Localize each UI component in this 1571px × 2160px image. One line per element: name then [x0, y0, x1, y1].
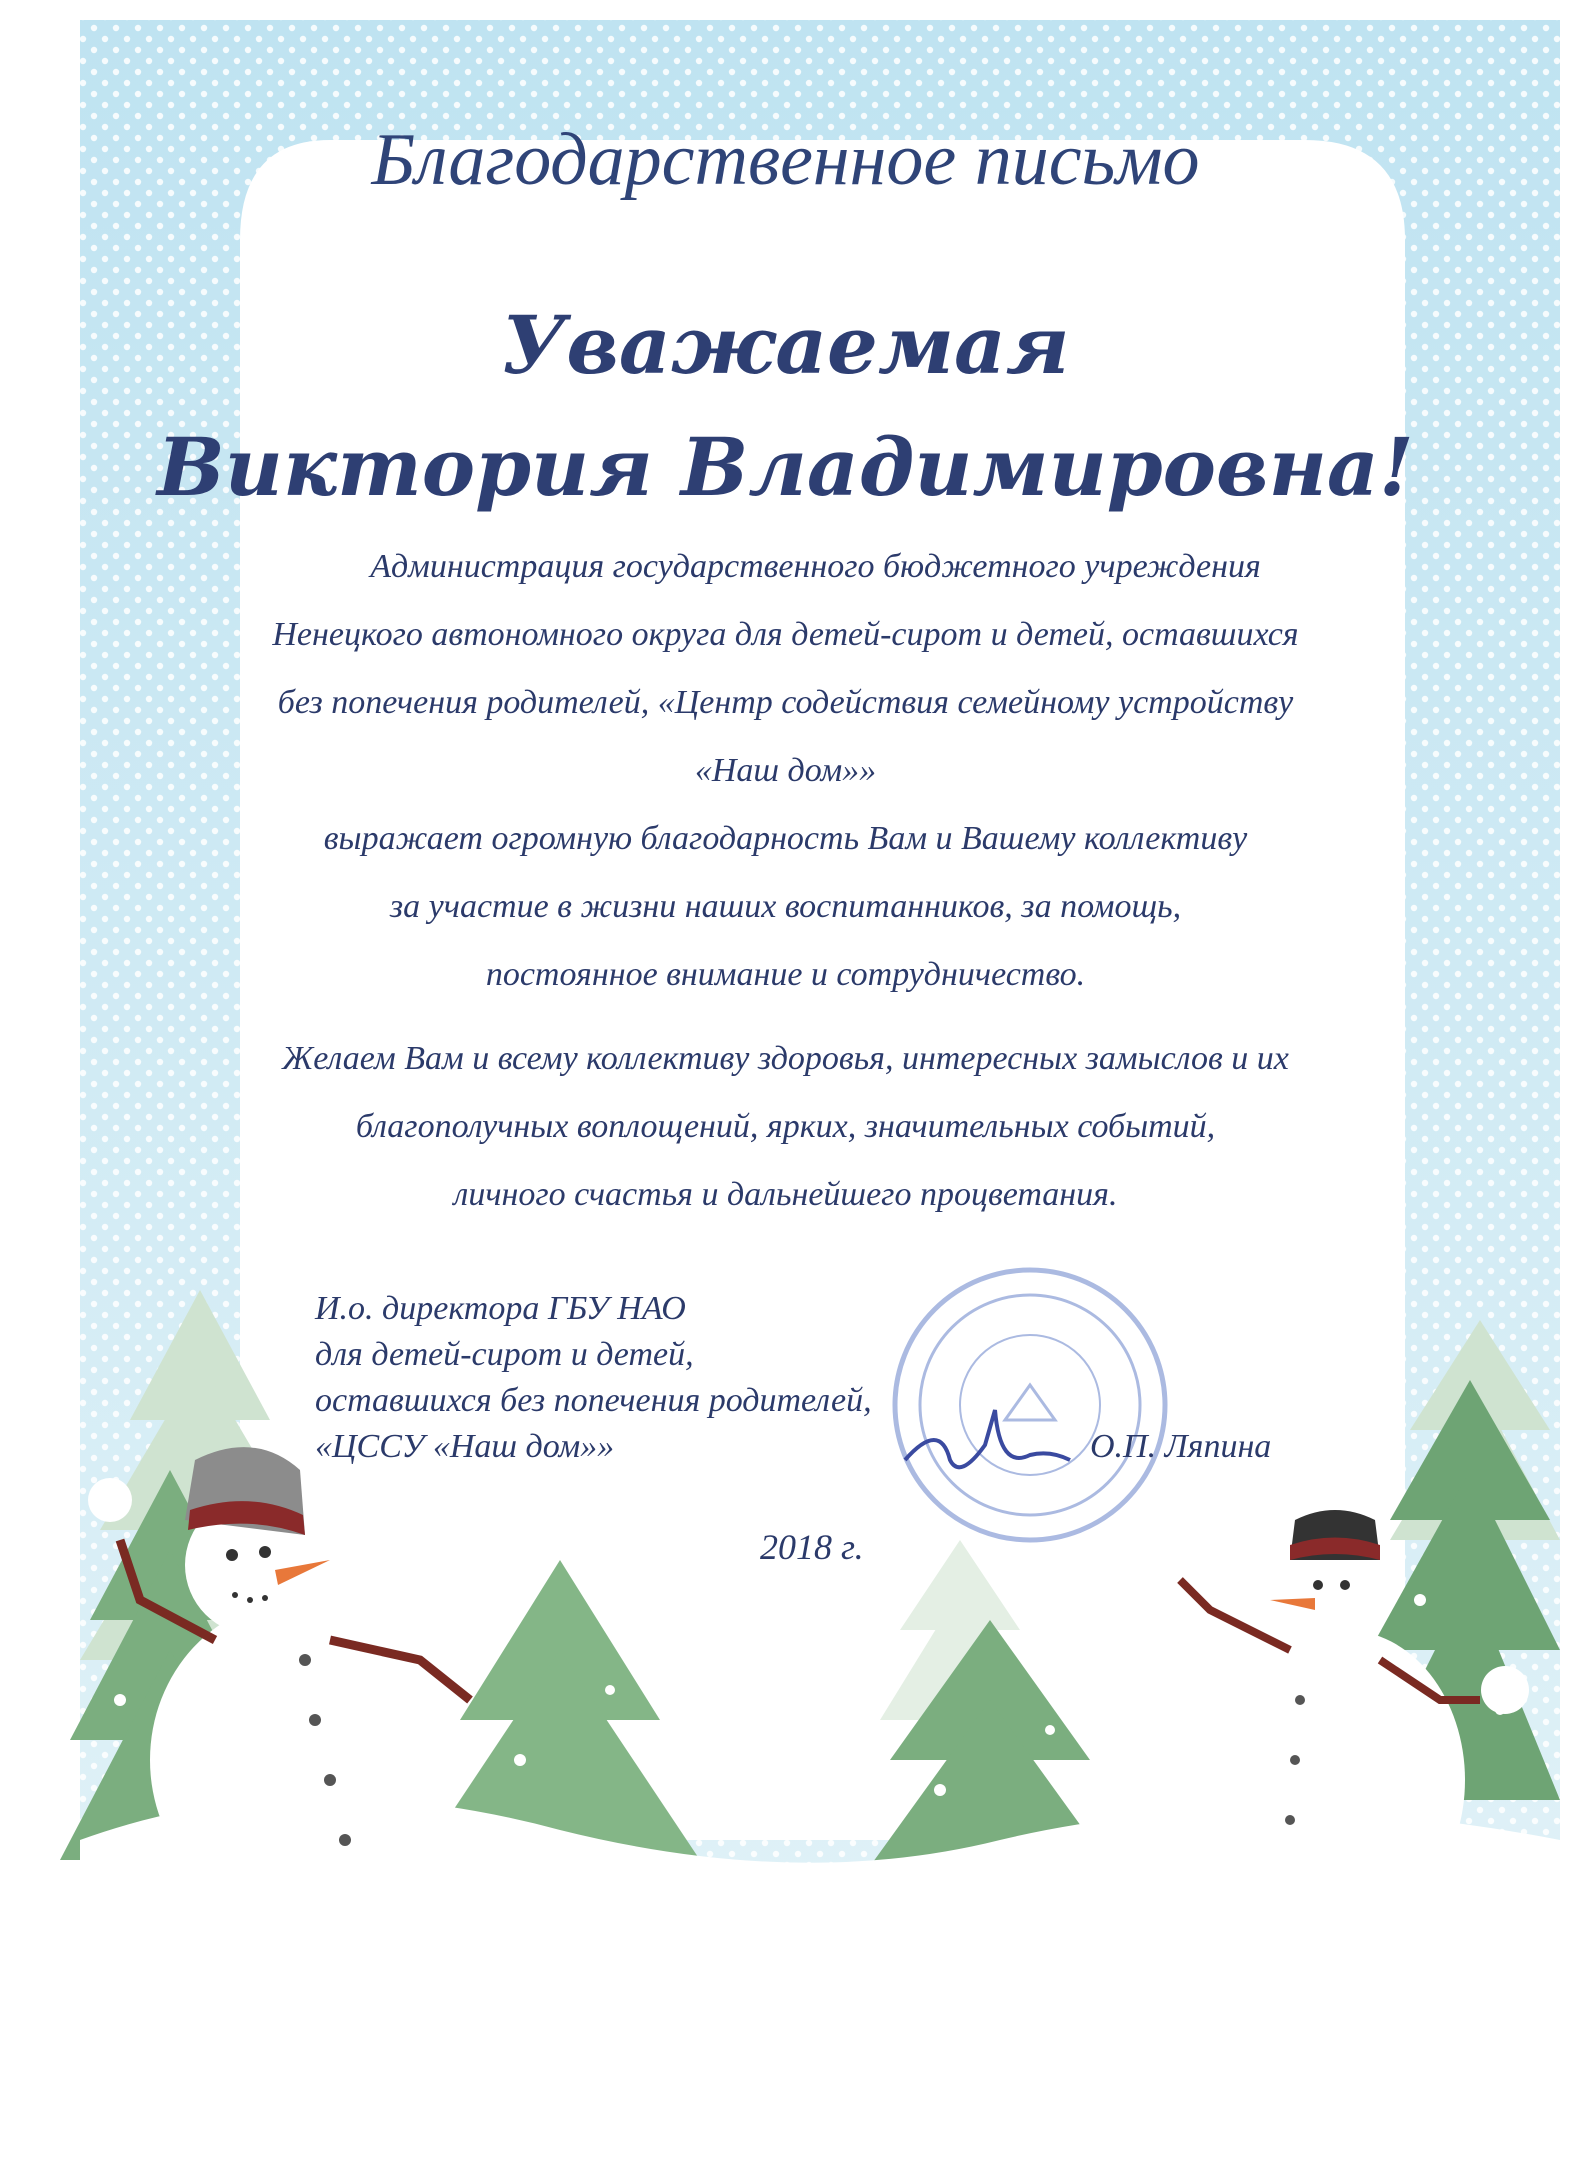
salutation-line-1: Уважаемая	[501, 298, 1070, 392]
body-line: «Наш дом»»	[694, 752, 877, 789]
signatory-position-line: «ЦССУ «Наш дом»»	[315, 1428, 615, 1465]
body-line: Администрация государственного бюджетного учреждения	[370, 548, 1261, 585]
signatory-position-line: для детей-сирот и детей,	[315, 1336, 694, 1373]
letter-title: Благодарственное письмо	[371, 119, 1200, 201]
body-line: выражает огромную благодарность Вам и Вашему коллективу	[323, 820, 1248, 857]
wish-line: личного счастья и дальнейшего процветания.	[453, 1176, 1118, 1213]
body-line: за участие в жизни наших воспитанников, за помощь,	[389, 888, 1182, 925]
wish-line: Желаем Вам и всему коллективу здоровья, интересных замыслов и их	[282, 1040, 1289, 1077]
signatory-name: О.П. Ляпина	[1090, 1428, 1272, 1465]
letter-year: 2018 г.	[760, 1527, 864, 1567]
body-line: постоянное внимание и сотрудничество.	[485, 956, 1086, 993]
signatory-position-line: И.о. директора ГБУ НАО	[315, 1290, 686, 1327]
body-line: Ненецкого автономного округа для детей-сирот и детей, оставшихся	[272, 616, 1299, 653]
wish-line: благополучных воплощений, ярких, значительных событий,	[355, 1108, 1216, 1145]
body-line: без попечения родителей, «Центр содействия семейному устройству	[277, 684, 1294, 721]
signatory-position-line: оставшихся без попечения родителей,	[315, 1382, 872, 1419]
salutation-line-2: Виктория Владимировна!	[157, 420, 1414, 514]
